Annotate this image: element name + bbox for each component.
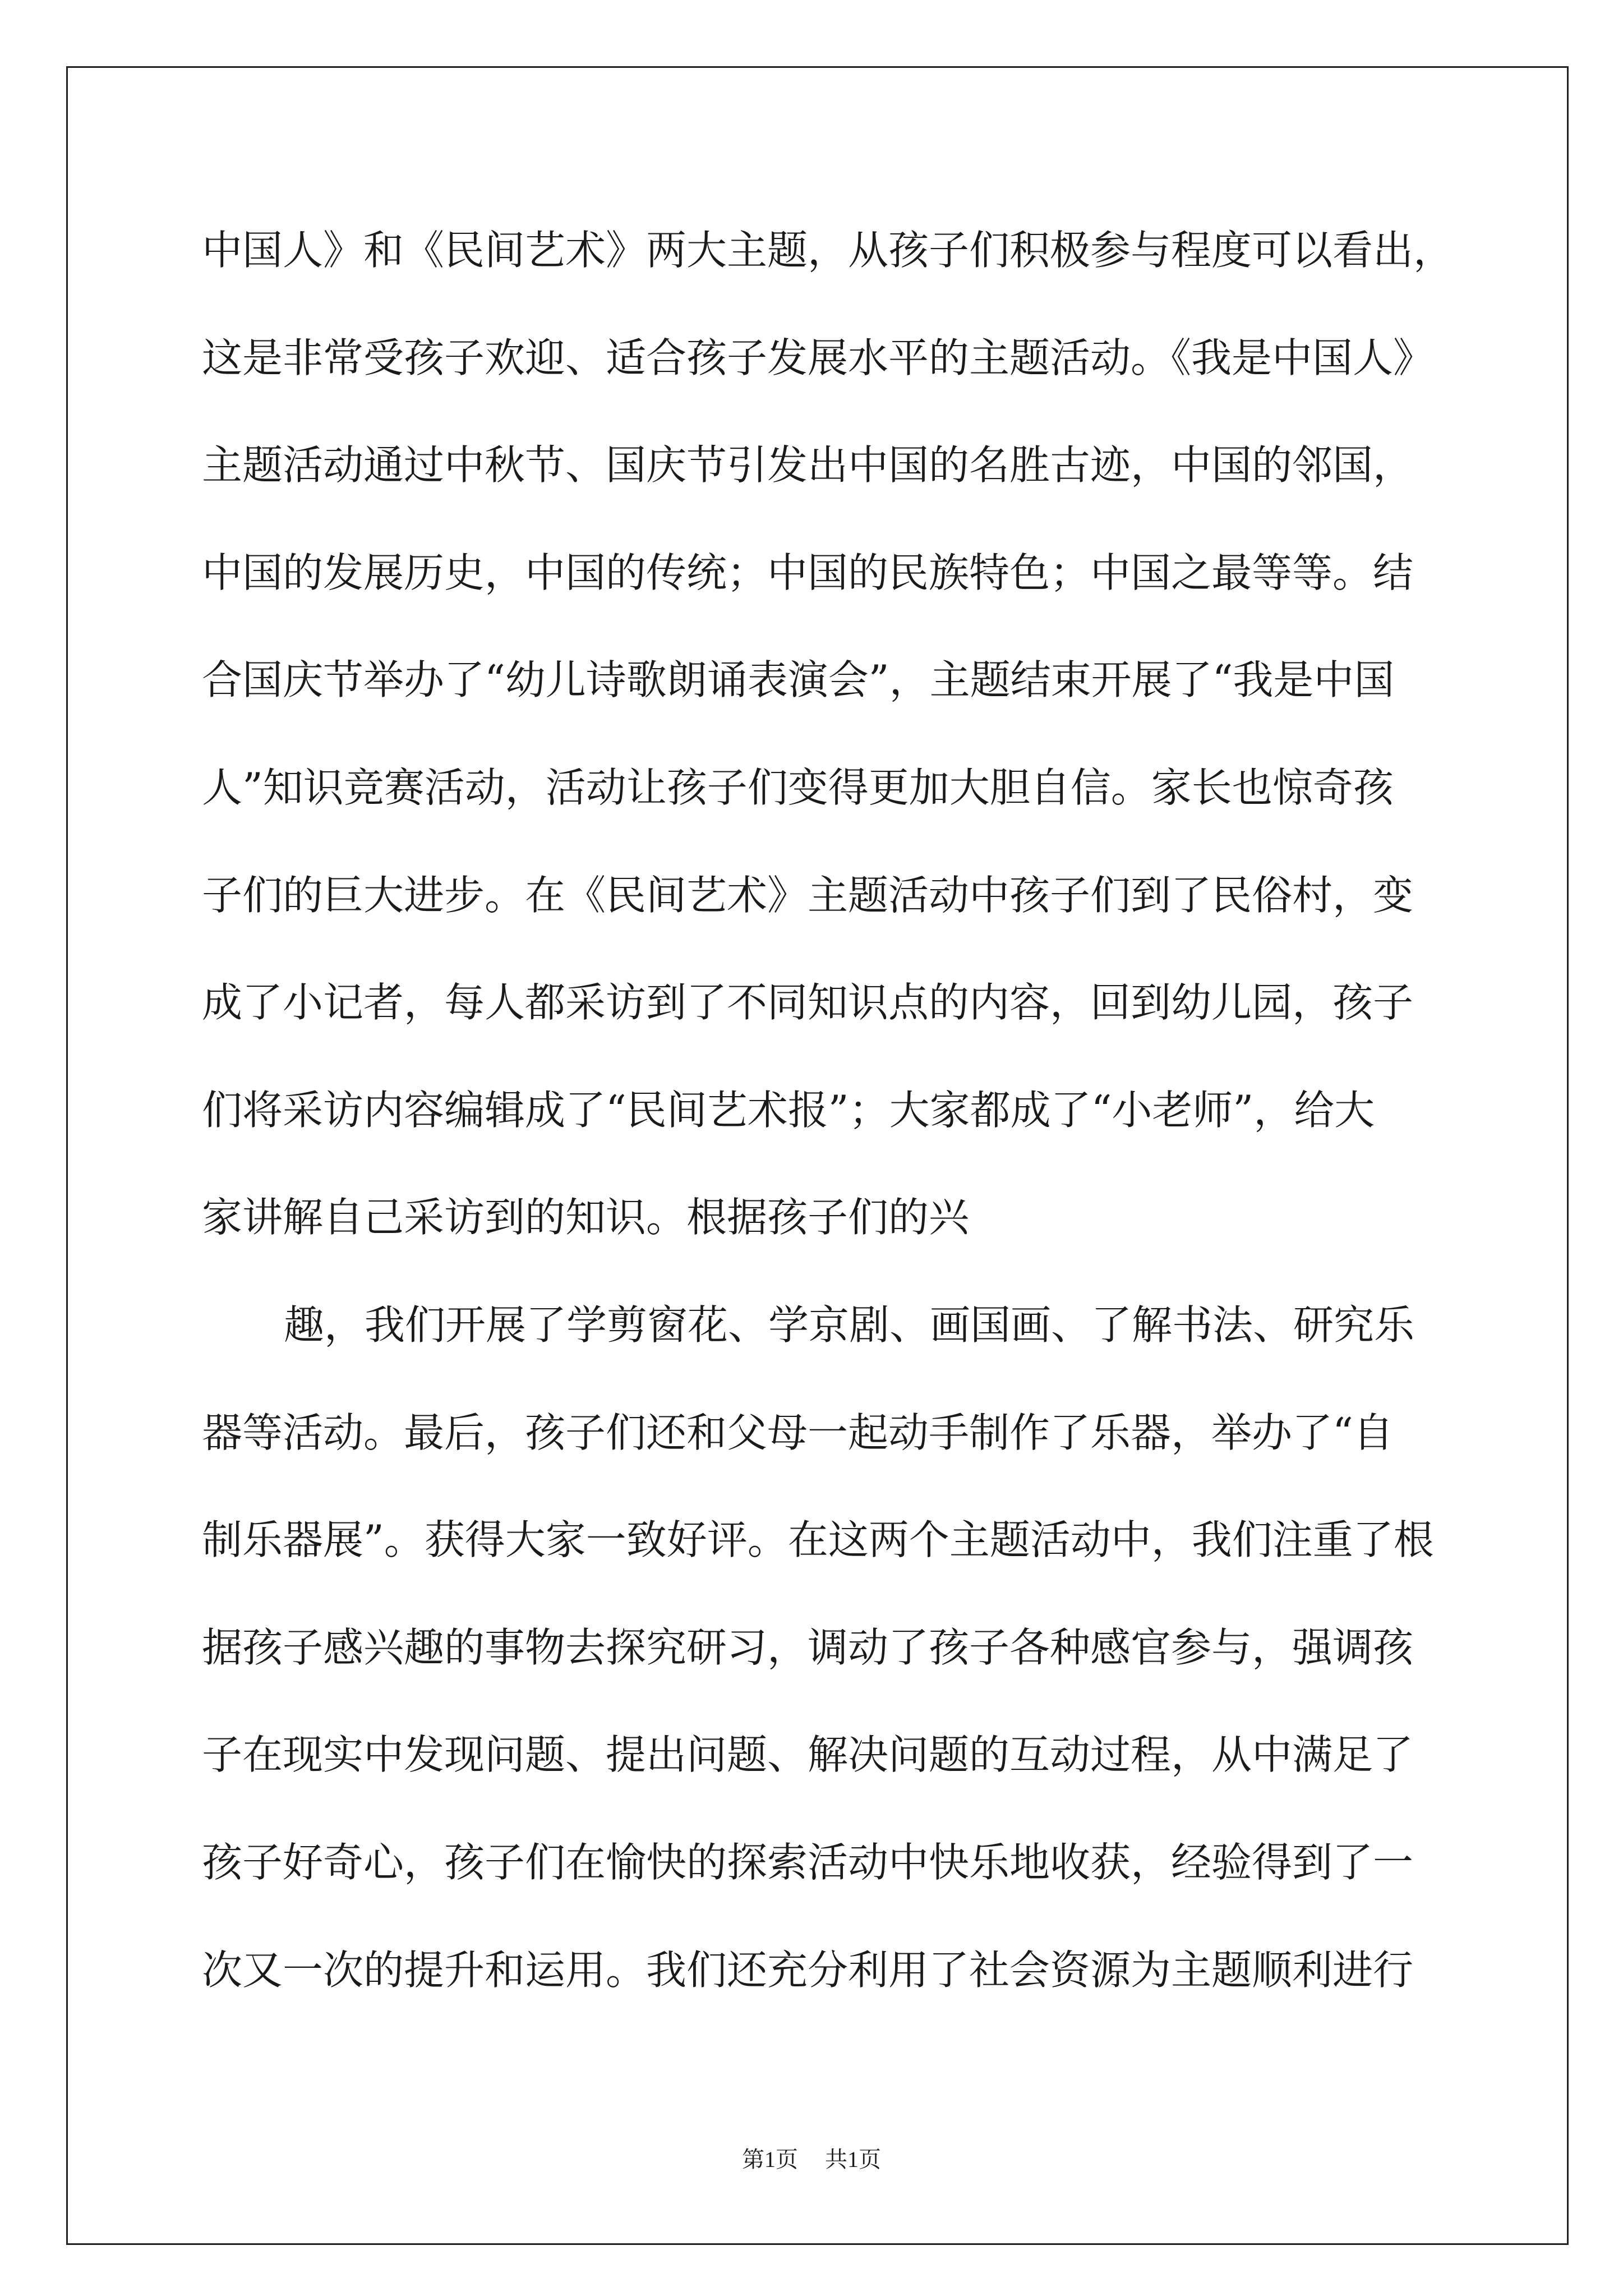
body-text-line: 们将采访内容编辑成了“民间艺术报”；大家都成了“小老师”，给大	[202, 1086, 1375, 1134]
body-text-line: 子们的巨大进步。在《民间艺术》主题活动中孩子们到了民俗村，变	[202, 871, 1414, 919]
body-text-line: 这是非常受孩子欢迎、适合孩子发展水平的主题活动。《我是中国人》	[202, 334, 1434, 381]
body-text-line: 合国庆节举办了“幼儿诗歌朗诵表演会”，主题结束开展了“我是中国	[202, 656, 1395, 704]
body-text-line: 器等活动。最后，孩子们还和父母一起动手制作了乐器，举办了“自	[202, 1409, 1394, 1456]
body-text-line: 家讲解自己采访到的知识。根据孩子们的兴	[202, 1194, 970, 1241]
body-text-line: 次又一次的提升和运用。我们还充分利用了社会资源为主题顺利进行	[202, 1946, 1414, 1994]
body-text-line: 中国的发展历史，中国的传统；中国的民族特色；中国之最等等。结	[202, 549, 1414, 596]
body-text-line: 人”知识竞赛活动，活动让孩子们变得更加大胆自信。家长也惊奇孩	[202, 763, 1394, 811]
paragraph-first-line: 趣，我们开展了学剪窗花、学京剧、画国画、了解书法、研究乐	[284, 1301, 1415, 1349]
body-text	[202, 197, 1509, 2024]
body-text-line: 孩子好奇心，孩子们在愉快的探索活动中快乐地收获，经验得到了一	[202, 1838, 1414, 1886]
page-total: 共1页	[825, 2147, 881, 2172]
body-text-line: 制乐器展”。获得大家一致好评。在这两个主题活动中，我们注重了根	[202, 1516, 1434, 1564]
page-footer	[0, 2143, 1623, 2177]
body-text-line: 据孩子感兴趣的事物去探究研习，调动了孩子各种感官参与，强调孩	[202, 1623, 1414, 1671]
body-text-line: 子在现实中发现问题、提出问题、解决问题的互动过程，从中满足了	[202, 1731, 1414, 1779]
page-number: 第1页	[742, 2147, 798, 2172]
body-text-line: 成了小记者，每人都采访到了不同知识点的内容，回到幼儿园，孩子	[202, 979, 1414, 1027]
body-text-line: 中国人》和《民间艺术》两大主题，从孩子们积极参与程度可以看出，	[202, 227, 1454, 274]
body-text-line: 主题活动通过中秋节、国庆节引发出中国的名胜古迹，中国的邻国，	[202, 441, 1414, 489]
